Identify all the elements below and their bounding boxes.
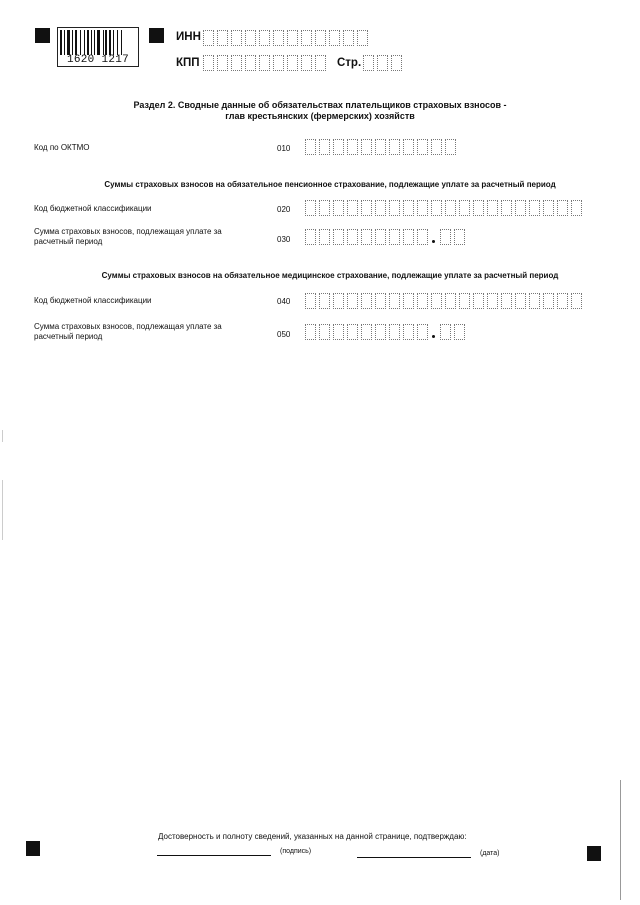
inn-cells (203, 30, 371, 48)
entry-cell[interactable] (389, 139, 400, 155)
entry-cell[interactable] (333, 229, 344, 245)
entry-cell[interactable] (543, 293, 554, 309)
signature-line[interactable] (157, 855, 271, 856)
entry-cell[interactable] (259, 55, 270, 71)
entry-cell[interactable] (389, 293, 400, 309)
entry-cell[interactable] (375, 200, 386, 216)
entry-cell[interactable] (529, 200, 540, 216)
entry-cell[interactable] (245, 55, 256, 71)
entry-cell[interactable] (347, 293, 358, 309)
entry-cell[interactable] (231, 30, 242, 46)
confirmation-text: Достоверность и полноту сведений, указанных на данной странице, подтверждаю: (158, 832, 467, 841)
decimal-point (431, 324, 437, 340)
entry-cell[interactable] (361, 139, 372, 155)
registration-marker-bottom-right (587, 846, 601, 861)
barcode-number: 1620 1217 (66, 54, 130, 66)
barcode-bar (67, 30, 70, 55)
entry-cell[interactable] (529, 293, 540, 309)
entry-cell[interactable] (571, 293, 582, 309)
entry-cell[interactable] (403, 229, 414, 245)
entry-cell[interactable] (487, 293, 498, 309)
entry-cell[interactable] (454, 324, 465, 340)
entry-cell[interactable] (287, 55, 298, 71)
entry-cell[interactable] (319, 293, 330, 309)
entry-cell[interactable] (259, 30, 270, 46)
barcode-bar (84, 30, 85, 55)
entry-cell[interactable] (473, 293, 484, 309)
entry-cell[interactable] (571, 200, 582, 216)
barcode-bar (60, 30, 62, 55)
date-caption: (дата) (480, 850, 500, 857)
entry-cell[interactable] (361, 200, 372, 216)
oktmo-cells[interactable] (305, 139, 459, 157)
registration-marker-bottom-left (26, 841, 40, 856)
entry-cell[interactable] (273, 55, 284, 71)
kbk-medical-label: Код бюджетной классификации (34, 296, 152, 305)
entry-cell[interactable] (417, 324, 428, 340)
entry-cell[interactable] (473, 200, 484, 216)
entry-cell[interactable] (287, 30, 298, 46)
entry-cell[interactable] (431, 293, 442, 309)
entry-cell[interactable] (445, 293, 456, 309)
entry-cell[interactable] (333, 139, 344, 155)
barcode-bar (64, 30, 65, 55)
entry-cell[interactable] (319, 200, 330, 216)
page-label: Стр. (337, 57, 362, 69)
entry-cell[interactable] (333, 293, 344, 309)
inn-label: ИНН (176, 31, 201, 43)
entry-cell[interactable] (301, 30, 312, 46)
entry-cell[interactable] (245, 30, 256, 46)
entry-cell[interactable] (440, 324, 451, 340)
decimal-point (431, 229, 437, 245)
kbk-medical-cells[interactable] (305, 293, 585, 311)
page-number-cells (363, 55, 405, 73)
barcode-bars (60, 30, 136, 55)
page-edge-mark (2, 430, 3, 442)
entry-cell[interactable] (357, 30, 368, 46)
kbk-pension-code: 020 (277, 205, 291, 214)
barcode-bar (105, 30, 107, 55)
barcode-bar (109, 30, 111, 55)
entry-cell[interactable] (431, 139, 442, 155)
barcode-bar (97, 30, 100, 55)
sum-pension-code: 030 (277, 235, 291, 244)
entry-cell[interactable] (501, 293, 512, 309)
sum-pension-cells[interactable] (305, 229, 468, 247)
entry-cell[interactable] (389, 200, 400, 216)
kbk-medical-code: 040 (277, 297, 291, 306)
barcode-bar (121, 30, 122, 55)
barcode-bar (103, 30, 104, 55)
entry-cell[interactable] (445, 139, 456, 155)
entry-cell[interactable] (487, 200, 498, 216)
sum-medical-label-line1: Сумма страховых взносов, подлежащая уплате за (34, 322, 222, 331)
entry-cell[interactable] (515, 200, 526, 216)
kpp-cells (203, 55, 329, 73)
entry-cell[interactable] (459, 200, 470, 216)
entry-cell[interactable] (301, 55, 312, 71)
entry-cell[interactable] (440, 229, 451, 245)
entry-cell[interactable] (361, 229, 372, 245)
entry-cell[interactable] (319, 324, 330, 340)
oktmo-label: Код по ОКТМО (34, 143, 90, 152)
entry-cell[interactable] (347, 139, 358, 155)
barcode-bar (72, 30, 73, 55)
entry-cell[interactable] (333, 324, 344, 340)
entry-cell[interactable] (305, 229, 316, 245)
entry-cell[interactable] (557, 293, 568, 309)
entry-cell[interactable] (375, 324, 386, 340)
entry-cell[interactable] (333, 200, 344, 216)
kbk-pension-cells[interactable] (305, 200, 585, 218)
entry-cell[interactable] (391, 55, 402, 71)
sum-medical-code: 050 (277, 330, 291, 339)
entry-cell[interactable] (403, 139, 414, 155)
entry-cell[interactable] (319, 139, 330, 155)
entry-cell[interactable] (403, 293, 414, 309)
entry-cell[interactable] (347, 324, 358, 340)
entry-cell[interactable] (375, 139, 386, 155)
entry-cell[interactable] (347, 229, 358, 245)
entry-cell[interactable] (454, 229, 465, 245)
kbk-pension-label: Код бюджетной классификации (34, 204, 152, 213)
date-line[interactable] (357, 857, 471, 858)
entry-cell[interactable] (431, 200, 442, 216)
entry-cell[interactable] (377, 55, 388, 71)
entry-cell[interactable] (361, 324, 372, 340)
barcode (57, 27, 139, 67)
signature-caption: (подпись) (280, 848, 312, 855)
entry-cell[interactable] (319, 229, 330, 245)
barcode-bar (80, 30, 81, 55)
entry-cell[interactable] (417, 229, 428, 245)
entry-cell[interactable] (203, 30, 214, 46)
entry-cell[interactable] (305, 139, 316, 155)
entry-cell[interactable] (315, 30, 326, 46)
entry-cell[interactable] (403, 200, 414, 216)
page-edge-mark (2, 480, 3, 540)
entry-cell[interactable] (389, 229, 400, 245)
sum-medical-cells[interactable] (305, 324, 468, 342)
entry-cell[interactable] (403, 324, 414, 340)
medical-heading: Суммы страховых взносов на обязательное медицинское страхование, подлежащие уплате за расчетный период (101, 271, 559, 280)
registration-marker-top-left (35, 28, 50, 43)
entry-cell[interactable] (273, 30, 284, 46)
entry-cell[interactable] (557, 200, 568, 216)
kpp-label: КПП (176, 57, 200, 69)
section-title-line2: глав крестьянских (фермерских) хозяйств (225, 111, 415, 121)
sum-pension-label-line2: расчетный период (34, 237, 103, 246)
registration-marker-top-right (149, 28, 164, 43)
entry-cell[interactable] (305, 293, 316, 309)
pension-heading: Суммы страховых взносов на обязательное пенсионное страхование, подлежащие уплате за расчетный период (104, 180, 556, 189)
sum-medical-label-line2: расчетный период (34, 332, 103, 341)
entry-cell[interactable] (375, 229, 386, 245)
entry-cell[interactable] (305, 200, 316, 216)
entry-cell[interactable] (417, 139, 428, 155)
entry-cell[interactable] (217, 30, 228, 46)
entry-cell[interactable] (389, 324, 400, 340)
entry-cell[interactable] (343, 30, 354, 46)
barcode-bar (117, 30, 118, 55)
entry-cell[interactable] (305, 324, 316, 340)
entry-cell[interactable] (543, 200, 554, 216)
barcode-bar (75, 30, 77, 55)
entry-cell[interactable] (375, 293, 386, 309)
entry-cell[interactable] (417, 200, 428, 216)
entry-cell[interactable] (363, 55, 374, 71)
entry-cell[interactable] (445, 200, 456, 216)
barcode-bar (94, 30, 95, 55)
entry-cell[interactable] (315, 55, 326, 71)
barcode-bar (87, 30, 89, 55)
entry-cell[interactable] (361, 293, 372, 309)
entry-cell[interactable] (417, 293, 428, 309)
entry-cell[interactable] (347, 200, 358, 216)
entry-cell[interactable] (329, 30, 340, 46)
sum-pension-label-line1: Сумма страховых взносов, подлежащая уплате за (34, 227, 222, 236)
barcode-bar (113, 30, 114, 55)
entry-cell[interactable] (203, 55, 214, 71)
barcode-bar (91, 30, 92, 55)
oktmo-code: 010 (277, 144, 291, 153)
page-edge-rule (620, 780, 621, 900)
entry-cell[interactable] (217, 55, 228, 71)
entry-cell[interactable] (501, 200, 512, 216)
entry-cell[interactable] (231, 55, 242, 71)
entry-cell[interactable] (515, 293, 526, 309)
section-title-line1: Раздел 2. Сводные данные об обязательствах плательщиков страховых взносов - (133, 100, 507, 110)
entry-cell[interactable] (459, 293, 470, 309)
